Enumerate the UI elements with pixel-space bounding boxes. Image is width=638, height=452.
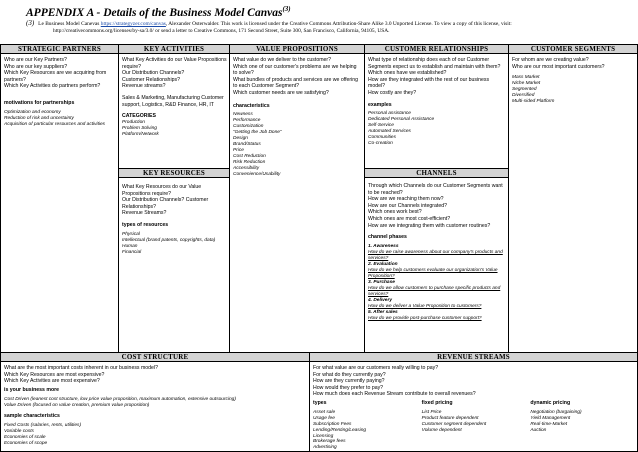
revenue-item: Real-time-Market bbox=[530, 421, 568, 427]
resources-question: Our Distribution Channels? Customer Relationships? bbox=[122, 197, 209, 210]
channels-header: CHANNELS bbox=[365, 169, 508, 178]
resources-item: Intellectual (brand patents, copyrights, data) bbox=[122, 237, 216, 243]
cost-subheading: sample characteristics bbox=[4, 413, 60, 420]
resources-subheading: types of resources bbox=[122, 221, 169, 228]
customer-relationships-header: CUSTOMER RELATIONSHIPS bbox=[365, 45, 508, 54]
value-subheading: characteristics bbox=[233, 102, 270, 109]
channel-phase-label: 2. Evaluation bbox=[368, 261, 398, 267]
revenue-item: Auction bbox=[530, 427, 547, 433]
cost-item: Value Driven (focused on value creation, premium value proposition) bbox=[4, 403, 150, 409]
revenue-column-title: fixed pricing bbox=[421, 399, 453, 406]
partners-item: Acquisition of particular resources and activities bbox=[4, 121, 106, 127]
value-item: Design bbox=[233, 136, 248, 142]
license-credit: (3) Le Business Model Canevas https://strategyzer.com/canvas, Alexander Osterwalder. This work is licensed under the Creative Commons Attribution-Share Alike 3.0 Unported License. To view a copy of this license, visit: http://creativecommons.org/licenses/by-sa/3.0/ or send a letter to Creative Commons, 171 Second Street, Suite 300, San Francisco, California, 94105, USA. bbox=[26, 19, 634, 36]
activities-question: Customer Relationships? bbox=[122, 76, 180, 83]
cost-item: Cost Driven (leanest cost structure, low price value proposition, maximum automation, extensive outsourcing) bbox=[4, 397, 236, 403]
activities-subheading: CATEGORIES bbox=[122, 113, 156, 120]
value-question: Which one of our customer's problems are we helping to solve? bbox=[233, 63, 357, 77]
relationships-question: Which ones have we established? bbox=[368, 70, 447, 77]
key-resources-header: KEY RESOURCES bbox=[119, 169, 229, 178]
customer-segments-block bbox=[508, 44, 638, 353]
partners-item: Optimization and economy bbox=[4, 109, 61, 115]
activities-item: Problem Solving bbox=[122, 125, 157, 131]
activities-question: Revenue streams? bbox=[122, 83, 166, 90]
segments-item: Niche Market bbox=[512, 81, 541, 87]
revenue-question: How much does each Revenue Stream contribute to overall revenues? bbox=[313, 391, 476, 398]
value-item: Accessibility bbox=[233, 166, 260, 172]
license-credit-line2: http://creativecommons.org/licenses/by-sa/3.0/ or send a letter to Creative Commons, 171 Second Street, Suite 300, San Francisco, California, 94105, USA. bbox=[53, 28, 390, 35]
page-title: APPENDIX A - Details of the Business Model Canvas$^{(3)}$ bbox=[26, 5, 291, 19]
revenue-item: Lending/Renting/Leasing bbox=[313, 427, 367, 433]
revenue-question: For what do they currently pay? bbox=[313, 371, 386, 378]
value-item: Brand/Status bbox=[233, 142, 261, 148]
partners-question: Who are our key suppliers? bbox=[4, 63, 68, 70]
partners-subheading: motivations for partnerships bbox=[4, 99, 75, 106]
channels-block bbox=[364, 168, 509, 353]
revenue-types-column bbox=[313, 398, 418, 451]
revenue-item: Asset sale bbox=[313, 409, 336, 415]
strategic-partners-header: STRATEGIC PARTNERS bbox=[1, 45, 118, 54]
revenue-item: Volume dependent bbox=[421, 427, 462, 433]
revenue-item: Brokerage fees bbox=[313, 439, 346, 445]
value-item: Customization bbox=[233, 124, 264, 130]
relationships-question: How costly are they? bbox=[368, 89, 417, 96]
resources-question: What Key Resources do our Value Propositions require? bbox=[122, 184, 202, 197]
value-question: What bundles of products and services are we offering to each Customer Segment? bbox=[233, 76, 359, 90]
revenue-streams-block bbox=[309, 352, 638, 452]
channel-phase-label: 5. After sales bbox=[368, 309, 398, 315]
revenue-item: Yield Management bbox=[530, 415, 571, 421]
revenue-fixed-pricing-column bbox=[422, 398, 527, 451]
channels-question: How are our Channels integrated? bbox=[368, 202, 448, 209]
activities-question: What Key Activities do our Value Propositions require? bbox=[122, 57, 227, 70]
revenue-streams-header: REVENUE STREAMS bbox=[310, 353, 637, 362]
relationships-question: What type of relationship does each of our Customer Segments expect us to establish and maintain with them? bbox=[368, 57, 501, 70]
cost-question: Which Key Resources are most expensive? bbox=[4, 371, 105, 378]
channel-phase-desc: How do we raise awareness about our company's products and services? bbox=[368, 249, 503, 261]
revenue-item: Usage fee bbox=[313, 415, 335, 421]
resources-question: Revenue Streams? bbox=[122, 210, 167, 217]
revenue-column-title: types bbox=[313, 399, 327, 406]
relationships-item: Self-Service bbox=[368, 123, 394, 129]
channels-question: How are we integrating them with customer routines? bbox=[368, 222, 491, 229]
customer-segments-header: CUSTOMER SEGMENTS bbox=[509, 45, 637, 54]
customer-relationships-block bbox=[364, 44, 509, 169]
key-activities-block bbox=[118, 44, 230, 169]
cost-structure-block bbox=[0, 352, 310, 452]
cost-structure-header: COST STRUCTURE bbox=[1, 353, 309, 362]
revenue-item: Licensing bbox=[313, 433, 334, 439]
channel-phase-desc: How do we provide post-purchase customer support? bbox=[368, 315, 482, 321]
revenue-item: Subscription Fees bbox=[313, 421, 352, 427]
revenue-question: For what value are our customers really willing to pay? bbox=[313, 365, 439, 371]
channel-phase-label: 1. Awareness bbox=[368, 243, 399, 249]
resources-item: Human bbox=[122, 243, 138, 249]
channels-question: Which ones are most cost-efficient? bbox=[368, 215, 451, 222]
value-propositions-block bbox=[229, 44, 365, 353]
value-item: Convenience/Usability bbox=[233, 172, 281, 177]
cost-item: Variable costs bbox=[4, 428, 34, 434]
relationships-item: Communities bbox=[368, 135, 396, 141]
value-question: What value do we deliver to the customer? bbox=[233, 57, 332, 63]
key-resources-block bbox=[118, 168, 230, 353]
value-item: Cost Reduction bbox=[233, 154, 266, 160]
value-item: “Getting the Job Done” bbox=[233, 130, 282, 136]
channel-phase-label: 4. Delivery bbox=[368, 297, 393, 303]
resources-item: Physical bbox=[122, 231, 140, 237]
value-item: Price bbox=[233, 148, 244, 154]
revenue-item: Advertising bbox=[313, 445, 337, 451]
value-question: Which customer needs are we satisfying? bbox=[233, 89, 329, 96]
cost-question: What are the most important costs inherent in our business model? bbox=[4, 365, 158, 371]
canvas-link[interactable]: https://strategyzer.com/canvas bbox=[100, 21, 166, 27]
channel-phase-desc: How do we deliver a Value Proposition to customers? bbox=[368, 303, 482, 309]
revenue-item: Product feature dependent bbox=[421, 415, 479, 421]
value-propositions-header: VALUE PROPOSITIONS bbox=[230, 45, 364, 54]
activities-examples: Sales & Marketing, Manufacturing Customer support, Logistics, R&D Finance, HR, IT bbox=[122, 94, 224, 108]
relationships-item: Personal assistance bbox=[368, 111, 411, 117]
cost-subheading: is your business more bbox=[4, 386, 60, 393]
partners-question: Who are our Key Partners? bbox=[4, 57, 67, 63]
partners-question: Which Key Activities do partners perform? bbox=[4, 83, 101, 90]
channel-phase-desc: How do we allow customers to purchase specific products and services? bbox=[368, 285, 501, 297]
revenue-question: How are they currently paying? bbox=[313, 378, 385, 385]
revenue-item: Negotiation (bargaining) bbox=[530, 409, 582, 415]
strategic-partners-block bbox=[0, 44, 119, 353]
cost-item: Fixed Costs (salaries, rents, utilities) bbox=[4, 422, 82, 428]
activities-item: Production bbox=[122, 119, 145, 125]
revenue-item: Customer segment dependent bbox=[421, 421, 487, 427]
segments-item: Mass Market bbox=[512, 75, 540, 81]
key-activities-header: KEY ACTIVITIES bbox=[119, 45, 229, 54]
revenue-dynamic-pricing-column bbox=[530, 398, 635, 451]
revenue-column-title: dynamic pricing bbox=[530, 399, 571, 406]
relationships-item: Dedicated Personal Assistance bbox=[368, 117, 435, 123]
channels-question: Which ones work best? bbox=[368, 209, 422, 216]
value-item: Newness bbox=[233, 112, 253, 118]
relationships-item: Automated Services bbox=[368, 129, 411, 135]
segments-question: For whom are we creating value? bbox=[512, 57, 589, 63]
activities-item: Platform/Network bbox=[122, 131, 159, 137]
revenue-item: List Price bbox=[421, 409, 442, 415]
segments-item: Segmented bbox=[512, 87, 537, 93]
cost-item: Economies of scope bbox=[4, 440, 48, 446]
relationships-item: Co-creation bbox=[368, 141, 393, 147]
channels-question: How are we reaching them now? bbox=[368, 196, 444, 203]
segments-item: Multi-sided Platform bbox=[512, 99, 555, 105]
cost-item: Economies of scale bbox=[4, 434, 46, 440]
channels-subheading: channel phases bbox=[368, 234, 407, 241]
resources-item: Financial bbox=[122, 249, 142, 255]
relationships-subheading: examples bbox=[368, 101, 392, 108]
revenue-question: How would they prefer to pay? bbox=[313, 384, 384, 391]
cost-question: Which Key Activities are most expensive? bbox=[4, 378, 100, 385]
channel-phase-desc: How do we help customers evaluate our organization's Value Proposition? bbox=[368, 267, 498, 279]
activities-question: Our Distribution Channels? bbox=[122, 70, 185, 77]
channels-question: Through which Channels do our Customer Segments want to be reached? bbox=[368, 183, 503, 196]
segments-question: Who are our most important customers? bbox=[512, 63, 605, 70]
partners-question: Which Key Resources are we acquiring from partners? bbox=[4, 70, 107, 83]
channel-phase-label: 3. Purchase bbox=[368, 279, 395, 285]
relationships-question: How are they integrated with the rest of our business model? bbox=[368, 76, 490, 90]
value-item: Performance bbox=[233, 118, 261, 124]
segments-item: Diversified bbox=[512, 93, 535, 99]
partners-item: Reduction of risk and uncertainty bbox=[4, 115, 74, 121]
value-item: Risk Reduction bbox=[233, 160, 266, 166]
